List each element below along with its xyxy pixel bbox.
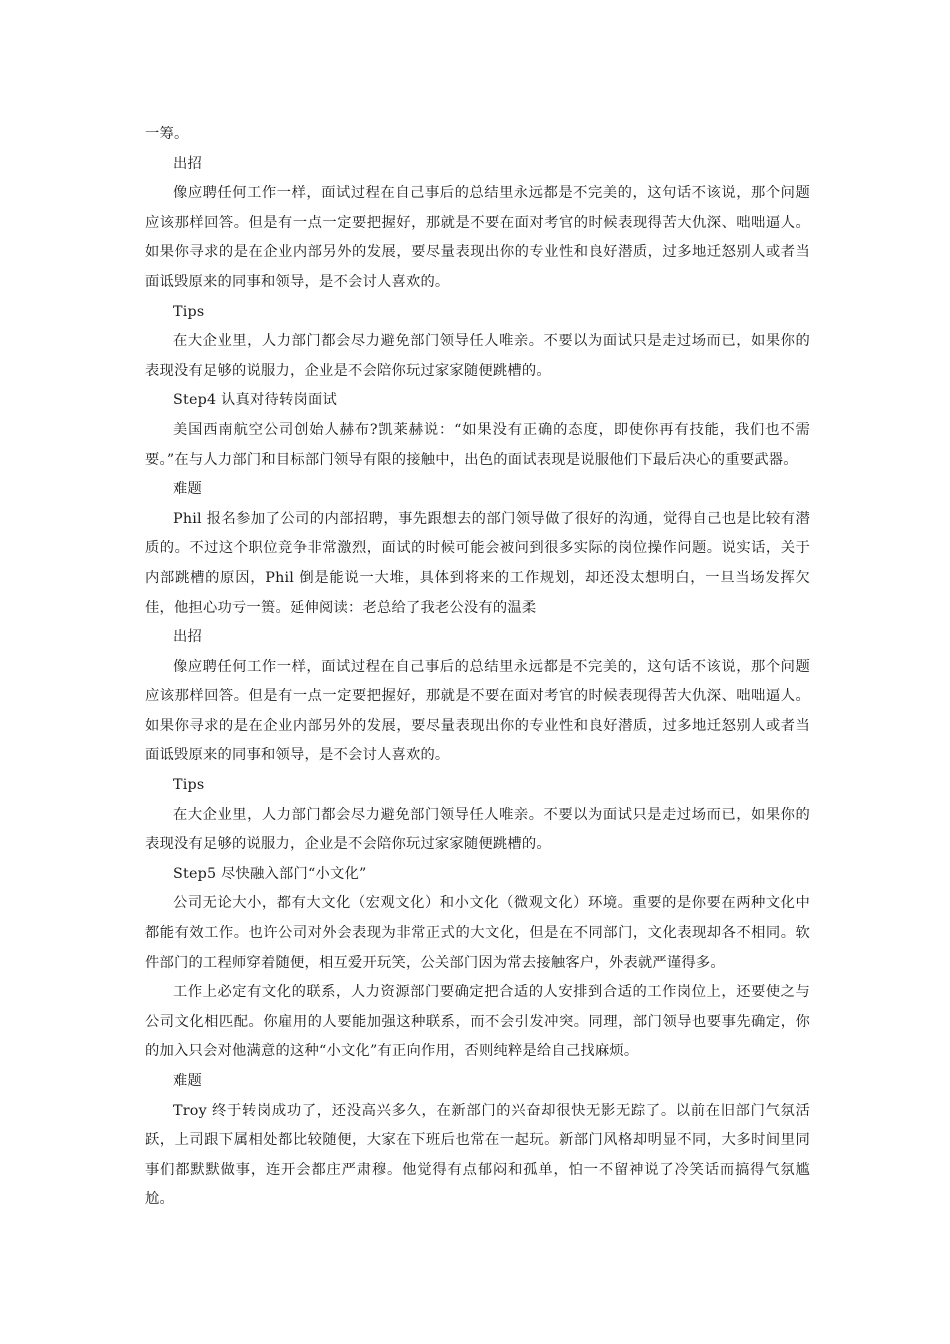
paragraph: 像应聘任何工作一样，面试过程在自己事后的总结里永远都是不完美的，这句话不该说，那个问题应该那样回答。但是有一点一定要把握好，那就是不要在面对考官的时候表现得苦大仇深、咄咄逼人。如果你寻求的是在企业内部另外的发展，要尽量表现出你的专业性和良好潜质，过多地迁怒别人或者当面诋毁原来的同事和领导，是不会讨人喜欢的。 [145, 185, 810, 290]
paragraph-continuation: 一筹。 [145, 126, 189, 142]
document-body [145, 120, 810, 1215]
paragraph: 工作上必定有文化的联系，人力资源部门要确定把合适的人安排到合适的工作岗位上，还要使之与公司文化相匹配。你雇用的人要能加强这种联系，而不会引发冲突。同理，部门领导也要事先确定，你的加入只会对他满意的这种“小文化”有正向作用，否则纯粹是给自己找麻烦。 [145, 984, 810, 1060]
paragraph: 在大企业里，人力部门都会尽力避免部门领导任人唯亲。不要以为面试只是走过场而已，如果你的表现没有足够的说服力，企业是不会陪你玩过家家随便跳槽的。 [145, 806, 810, 853]
heading-nanti: 难题 [173, 1073, 202, 1089]
heading-chuzhao: 出招 [173, 629, 202, 646]
paragraph: Troy 终于转岗成功了，还没高兴多久，在新部门的兴奋却很快无影无踪了。以前在旧部门气氛活跃，上司跟下属相处都比较随便，大家在下班后也常在一起玩。新部门风格却明显不同，大多时间里同事们都默默做事，连开会都庄严肃穆。他觉得有点郁闷和孤单，怕一不留神说了冷笑话而搞得气氛尴尬。 [145, 1102, 810, 1208]
heading-chuzhao: 出招 [173, 155, 202, 172]
paragraph: 公司无论大小，都有大文化（宏观文化）和小文化（微观文化）环境。重要的是你要在两种文化中都能有效工作。也许公司对外会表现为非常正式的大文化，但是在不同部门，文化表现却各不相同。软件部门的工程师穿着随便，相互爱开玩笑，公关部门因为常去接触客户，外表就严谨得多。 [145, 895, 810, 971]
heading-tips: Tips [173, 777, 205, 794]
heading-step5: Step5 尽快融入部门“小文化” [173, 865, 367, 882]
paragraph: 在大企业里，人力部门都会尽力避免部门领导任人唯亲。不要以为面试只是走过场而已，如果你的表现没有足够的说服力，企业是不会陪你玩过家家随便跳槽的。 [145, 333, 810, 379]
heading-nanti: 难题 [173, 481, 202, 498]
paragraph: 像应聘任何工作一样，面试过程在自己事后的总结里永远都是不完美的，这句话不该说，那个问题应该那样回答。但是有一点一定要把握好，那就是不要在面对考官的时候表现得苦大仇深、咄咄逼人。如果你寻求的是在企业内部另外的发展，要尽量表现出你的专业性和良好潜质，过多地迁怒别人或者当面诋毁原来的同事和领导，是不会讨人喜欢的。 [145, 658, 810, 764]
paragraph: Phil 报名参加了公司的内部招聘，事先跟想去的部门领导做了很好的沟通，觉得自己也是比较有潜质的。不过这个职位竞争非常激烈，面试的时候可能会被问到很多实际的岗位操作问题。说实话，关于内部跳槽的原因，Phil 倒是能说一大堆，具体到将来的工作规划，却还没太想明白，一旦当场发挥欠佳，他担心功亏一篑。延伸阅读：老总给了我老公没有的温柔 [145, 510, 810, 616]
paragraph: 美国西南航空公司创始人赫布?凯莱赫说：“如果没有正确的态度，即使你再有技能，我们也不需要。”在与人力部门和目标部门领导有限的接触中，出色的面试表现是说服他们下最后决心的重要武器。 [145, 421, 810, 468]
heading-step4: Step4 认真对待转岗面试 [173, 392, 337, 409]
heading-tips: Tips [173, 303, 205, 320]
